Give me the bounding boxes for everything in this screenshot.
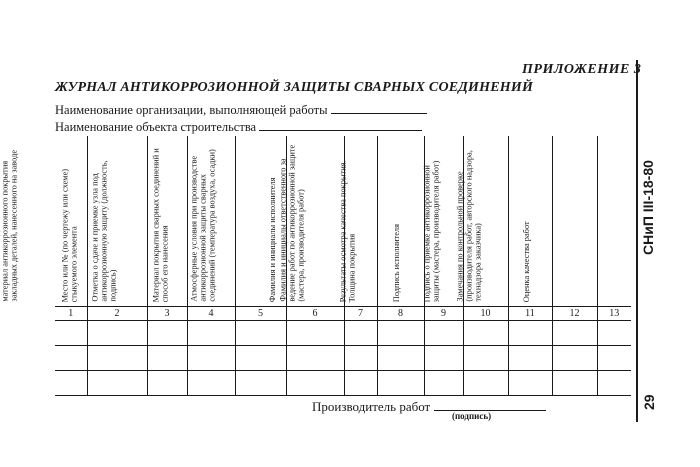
column-number: 10 xyxy=(463,307,508,321)
organization-fill-line xyxy=(331,101,427,114)
column-header: материал антикоррозионного покрытия закладных деталей, нанесенного на заводе xyxy=(87,136,147,307)
column-number: 5 xyxy=(235,307,286,321)
organization-label: Наименование организации, выполняющей работы xyxy=(55,103,328,117)
table-row xyxy=(55,371,631,396)
producer-signature-field xyxy=(312,398,546,415)
column-header: Оценка качества работ xyxy=(597,136,631,307)
column-number: 9 xyxy=(424,307,463,321)
column-header: Подпись исполнителя xyxy=(463,136,508,307)
column-header: Место или № (по чертежу или схеме) стыкуемого элемента xyxy=(147,136,187,307)
page-number: 29 xyxy=(641,394,657,410)
column-header: Подпись о приемке антикоррозионной защиты (мастера, производителя работ) xyxy=(508,136,552,307)
column-header: Замечания по контрольной проверке (производителя работ, авторского надзора, технадзора заказчика) xyxy=(552,136,597,307)
table-row xyxy=(55,321,631,346)
column-number: 13 xyxy=(597,307,631,321)
column-number: 12 xyxy=(552,307,597,321)
table-header-row xyxy=(55,136,631,307)
journal-title: ЖУРНАЛ АНТИКОРРОЗИОННОЙ ЗАЩИТЫ СВАРНЫХ СОЕДИНЕНИЙ xyxy=(55,80,534,95)
right-margin-rule xyxy=(636,60,638,422)
organization-field xyxy=(55,101,427,118)
producer-label: Производитель работ xyxy=(312,399,431,414)
column-number: 3 xyxy=(147,307,187,321)
column-number: 2 xyxy=(87,307,147,321)
column-number: 11 xyxy=(508,307,552,321)
column-number: 8 xyxy=(377,307,424,321)
appendix-label: ПРИЛОЖЕНИЕ 3 xyxy=(522,62,642,77)
signature-caption: (подпись) xyxy=(452,411,492,421)
column-number: 7 xyxy=(344,307,377,321)
site-label: Наименование объекта строительства xyxy=(55,120,257,134)
column-header: Фамилия и инициалы ответственного за ведение работ по антикоррозионной защите (мастера, производителя работ) xyxy=(377,136,424,307)
column-header: Фамилия и инициалы исполнителя xyxy=(344,136,377,307)
column-number-row xyxy=(55,307,631,321)
column-header: Материал покрытия сварных соединений и способ его нанесения xyxy=(235,136,286,307)
column-header: Результаты осмотра качества покрытия. Толщина покрытия xyxy=(424,136,463,307)
site-fill-line xyxy=(259,118,422,131)
column-number: 4 xyxy=(187,307,235,321)
column-number: 1 xyxy=(55,307,87,321)
site-field xyxy=(55,118,422,135)
journal-table xyxy=(0,136,631,396)
column-header: Отметка о сдаче и приемке узла под антикоррозионную защиту (должность, подпись) xyxy=(187,136,235,307)
table-row xyxy=(55,346,631,371)
column-header: Атмосферные условия при производстве антикоррозионной защиты сварных соединений (температура воздуха, осадки) xyxy=(286,136,344,307)
signature-line xyxy=(434,398,546,411)
column-number: 6 xyxy=(286,307,344,321)
document-code: СНиП III-18-80 xyxy=(640,160,656,255)
